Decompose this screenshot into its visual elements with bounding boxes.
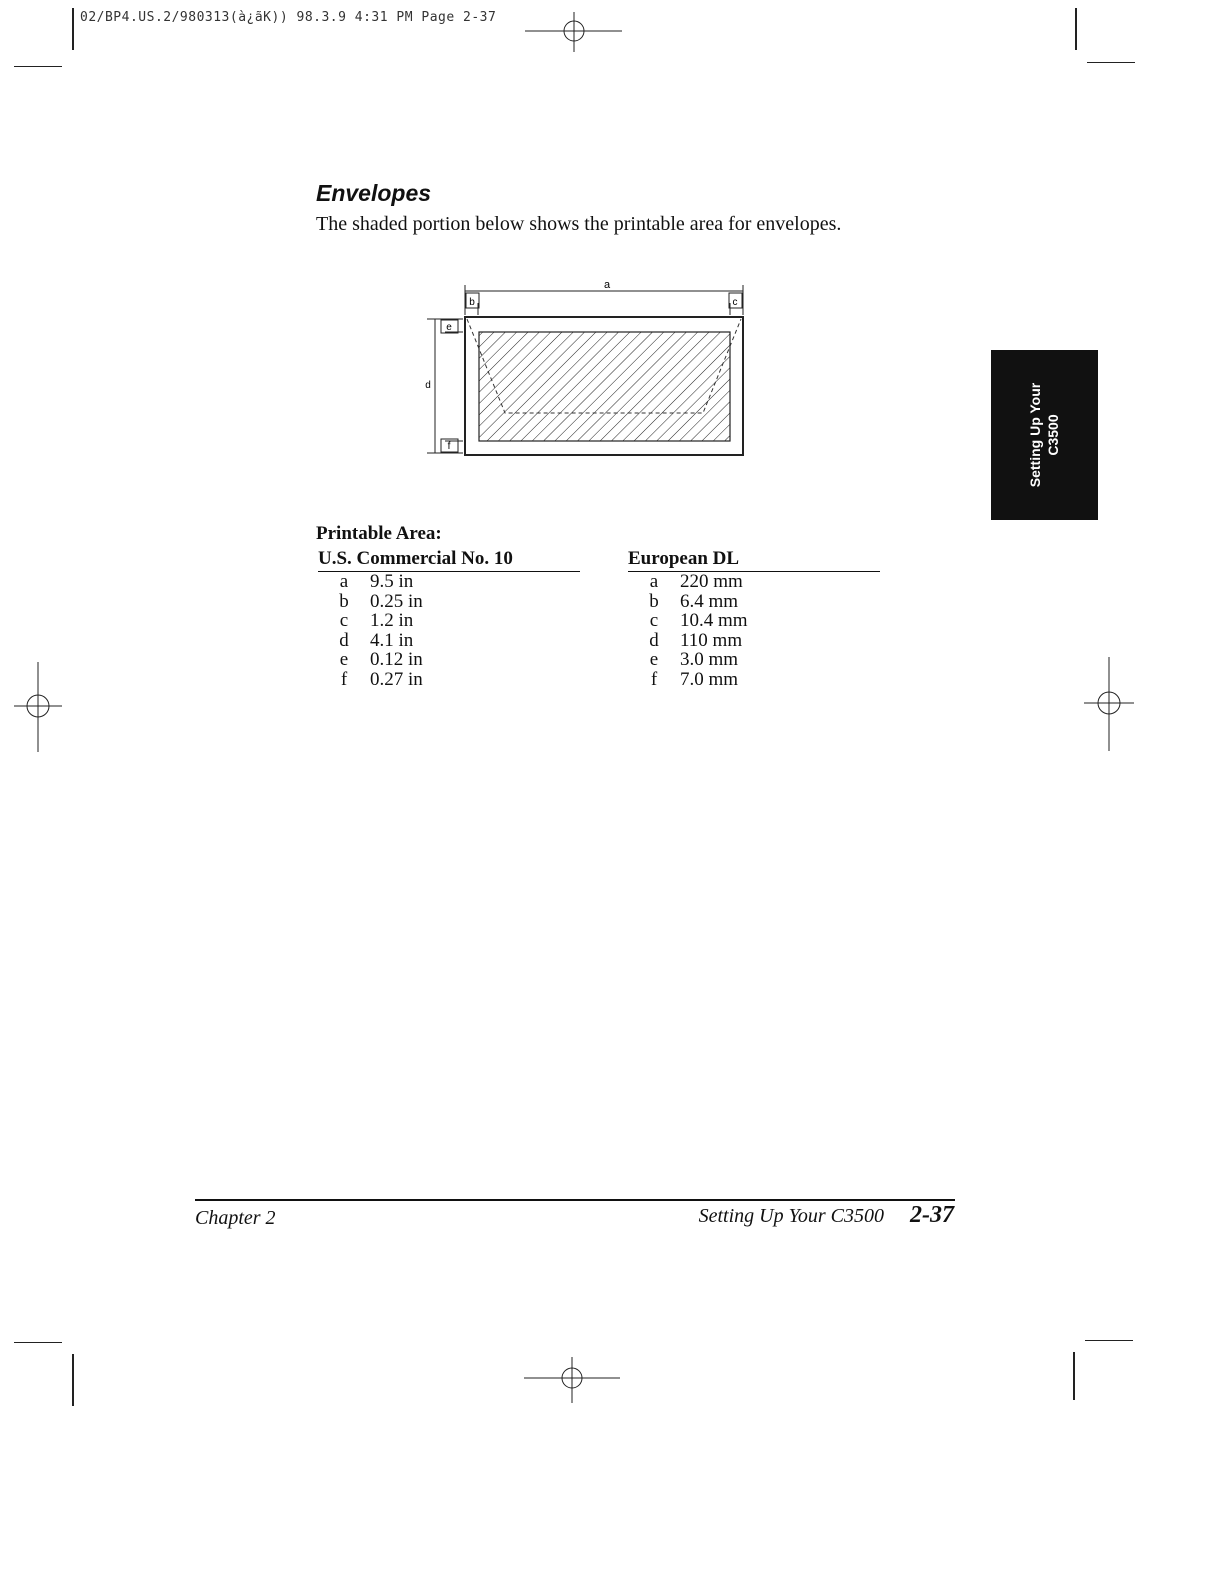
table-row: [628, 670, 748, 690]
label-e: e: [446, 322, 452, 333]
section-heading: Envelopes: [316, 180, 432, 206]
thumb-tab-line-2: C3500: [1045, 414, 1062, 456]
printable-area-title: Printable Area:: [316, 523, 442, 544]
table-row: [628, 572, 748, 592]
crop-mark: [72, 1354, 74, 1406]
row-letter: a: [649, 571, 659, 592]
row-value: 4.1 in: [370, 629, 414, 651]
eu-table: [628, 572, 748, 690]
us-column: [318, 548, 580, 690]
crop-mark: [1075, 8, 1077, 50]
row-letter: e: [339, 649, 349, 671]
row-letter: f: [340, 668, 348, 690]
row-value: 0.27 in: [370, 668, 423, 690]
footer-rule: [195, 1199, 955, 1201]
registration-mark-left: [12, 660, 64, 754]
row-letter: c: [339, 610, 349, 632]
row-value: 6.4 mm: [680, 590, 739, 612]
table-row: [318, 572, 423, 592]
row-letter: f: [650, 668, 658, 690]
crop-mark: [1085, 1340, 1133, 1341]
registration-mark-top: [520, 10, 630, 54]
row-value: 110 mm: [680, 629, 743, 651]
row-value: 0.12 in: [370, 649, 423, 671]
crop-mark: [1073, 1352, 1075, 1400]
crop-mark: [14, 66, 62, 67]
table-row: [318, 650, 423, 670]
eu-heading: European DL: [628, 548, 880, 572]
row-letter: b: [649, 590, 659, 612]
row-value: 7.0 mm: [680, 668, 739, 690]
footer-chapter: Chapter 2: [195, 1207, 276, 1229]
thumb-tab-text: [1026, 383, 1062, 487]
row-value: 3.0 mm: [680, 649, 739, 671]
crop-mark: [1087, 62, 1135, 63]
row-letter: d: [339, 629, 349, 651]
table-row: [628, 611, 748, 631]
label-f: f: [447, 441, 451, 452]
row-letter: a: [339, 571, 349, 592]
row-letter: d: [649, 629, 659, 651]
intro-text: The shaded portion below shows the printable area for envelopes.: [316, 213, 842, 235]
row-value: 220 mm: [680, 571, 743, 592]
us-heading: U.S. Commercial No. 10: [318, 548, 580, 572]
chapter-thumb-tab: [991, 350, 1098, 520]
row-letter: b: [339, 590, 349, 612]
thumb-tab-line-1: Setting Up Your: [1027, 382, 1044, 488]
table-row: [318, 611, 423, 631]
table-row: [628, 592, 748, 612]
label-a: a: [603, 279, 611, 291]
envelope-diagram: [415, 275, 760, 465]
row-letter: e: [649, 649, 659, 671]
table-row: [318, 631, 423, 651]
table-row: [318, 592, 423, 612]
row-value: 9.5 in: [370, 571, 414, 592]
us-table: [318, 572, 423, 690]
crop-mark: [14, 1342, 62, 1343]
eu-column: [628, 548, 880, 690]
table-row: [628, 650, 748, 670]
footer-title: Setting Up Your C3500: [698, 1205, 884, 1227]
table-row: [628, 631, 748, 651]
print-slug: 02/BP4.US.2/980313(à¿ãK)) 98.3.9 4:31 PM Page 2-37: [80, 10, 497, 25]
label-d: d: [425, 380, 431, 391]
table-row: [318, 670, 423, 690]
row-value: 1.2 in: [370, 610, 414, 632]
page-number: 2-37: [910, 1202, 954, 1228]
label-c: c: [732, 297, 738, 308]
crop-mark: [72, 8, 74, 50]
row-letter: c: [649, 610, 659, 632]
row-value: 10.4 mm: [680, 610, 748, 632]
label-b: b: [469, 297, 475, 308]
registration-mark-right: [1082, 655, 1136, 753]
registration-mark-bottom: [520, 1355, 624, 1407]
row-value: 0.25 in: [370, 590, 423, 612]
